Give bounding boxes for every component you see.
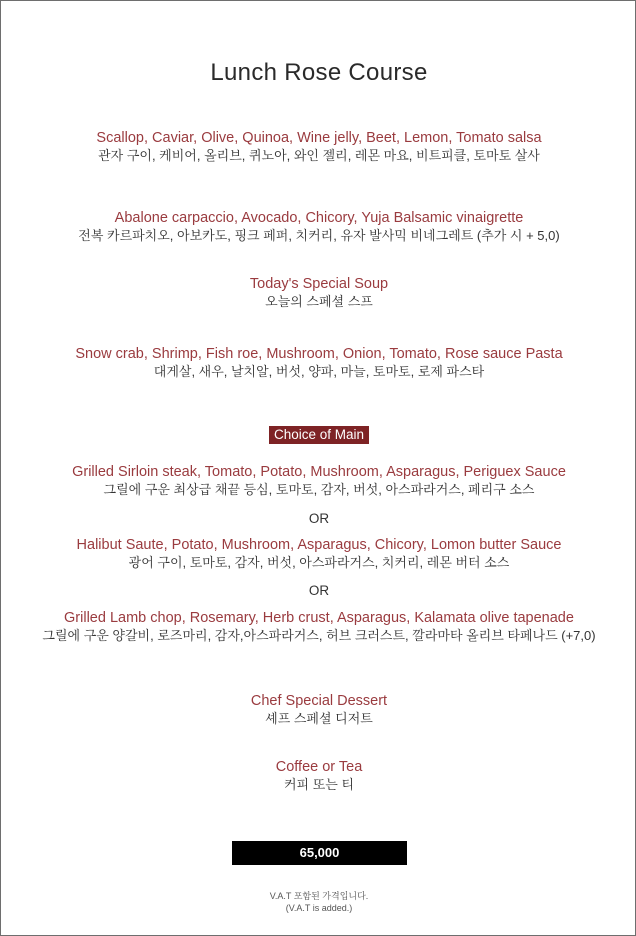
main-choice-section: [1, 426, 636, 444]
main-korean: 그릴에 구운 양갈비, 로즈마리, 감자,아스파라거스, 허브 크러스트, 깔라마타 올리브 타페나드 (+7,0): [42, 628, 596, 643]
main-halibut: [1, 537, 636, 571]
or-divider: OR: [308, 511, 330, 526]
menu-title: Lunch Rose Course: [210, 59, 428, 86]
beverage-english: Coffee or Tea: [275, 759, 363, 775]
course-korean: 대게살, 새우, 날치알, 버섯, 양파, 마늘, 토마토, 로제 파스타: [153, 364, 485, 379]
vat-note-korean: V.A.T 포함된 가격입니다.: [269, 891, 369, 901]
course-english: Scallop, Caviar, Olive, Quinoa, Wine jelly, Beet, Lemon, Tomato salsa: [96, 130, 542, 146]
course-abalone: [1, 210, 636, 244]
main-korean: 그릴에 구운 최상급 채끝 등심, 토마토, 감자, 버섯, 아스파라거스, 페리구 소스: [103, 482, 535, 497]
course-korean: 오늘의 스페셜 스프: [265, 294, 373, 309]
beverage-korean: 커피 또는 티: [283, 777, 354, 792]
course-pasta: [1, 346, 636, 380]
main-korean: 광어 구이, 토마토, 감자, 버섯, 아스파라거스, 치커리, 레몬 버터 소스: [128, 555, 510, 570]
dessert-english: Chef Special Dessert: [250, 693, 388, 709]
course-english: Today's Special Soup: [249, 276, 389, 292]
course-english: Abalone carpaccio, Avocado, Chicory, Yuja Balsamic vinaigrette: [114, 210, 524, 226]
main-sirloin: [1, 464, 636, 498]
dessert-section: [1, 693, 636, 727]
dessert-korean: 셰프 스페셜 디저트: [265, 711, 373, 726]
course-korean: 관자 구이, 케비어, 올리브, 퀴노아, 와인 젤리, 레몬 마요, 비트피클, 토마토 살사: [98, 148, 540, 163]
or-divider: OR: [308, 583, 330, 598]
course-soup: [1, 276, 636, 310]
course-korean: 전복 카르파치오, 아보카도, 핑크 페퍼, 치커리, 유자 발사믹 비네그레트 (추가 시 + 5,0): [78, 228, 560, 243]
course-english: Snow crab, Shrimp, Fish roe, Mushroom, Onion, Tomato, Rose sauce Pasta: [75, 346, 563, 362]
course-scallop: [1, 130, 636, 164]
vat-note-english: (V.A.T is added.): [285, 903, 353, 913]
main-english: Grilled Lamb chop, Rosemary, Herb crust, Asparagus, Kalamata olive tapenade: [64, 610, 574, 626]
main-lamb: [1, 610, 636, 644]
price-tag: 65,000: [232, 841, 407, 865]
beverage-section: [1, 759, 636, 793]
main-english: Halibut Saute, Potato, Mushroom, Asparagus, Chicory, Lomon butter Sauce: [76, 537, 562, 553]
main-choice-label: Choice of Main: [269, 426, 369, 444]
vat-note: [1, 890, 636, 914]
main-english: Grilled Sirloin steak, Tomato, Potato, Mushroom, Asparagus, Periguex Sauce: [72, 464, 566, 480]
